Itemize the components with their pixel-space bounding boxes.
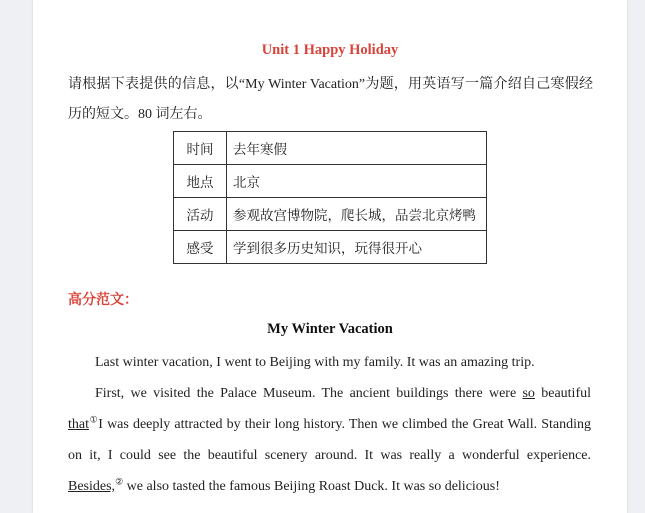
highlight-so: so bbox=[522, 386, 535, 401]
essay-paragraph-2 bbox=[68, 378, 591, 502]
essay-title: My Winter Vacation bbox=[267, 321, 393, 337]
sample-essay-label: 高分范文： bbox=[68, 293, 138, 308]
info-table bbox=[173, 131, 487, 264]
table-value: 北京 bbox=[227, 165, 487, 198]
writing-instruction: 请根据下表提供的信息，以“My Winter Vacation”为题，用英语写一篇介绍自己寒假经历的短文。80 词左右。 bbox=[68, 77, 593, 122]
unit-title: Unit 1 Happy Holiday bbox=[261, 42, 399, 58]
table-value: 参观故宫博物院，爬长城，品尝北京烤鸭 bbox=[227, 198, 487, 231]
highlight-besides: Besides, bbox=[68, 479, 116, 494]
table-key: 感受 bbox=[174, 231, 227, 264]
note-marker-2: ② bbox=[115, 476, 124, 487]
note-marker-1: ① bbox=[89, 414, 99, 425]
table-key: 地点 bbox=[174, 165, 227, 198]
table-row bbox=[174, 198, 487, 231]
document-page bbox=[33, 0, 627, 513]
table-value: 学到很多历史知识，玩得很开心 bbox=[227, 231, 487, 264]
table-row bbox=[174, 231, 487, 264]
highlight-that: that bbox=[68, 417, 89, 432]
table-key: 活动 bbox=[174, 198, 227, 231]
essay-text: I was deeply attracted by their long history. Then we climbed the Great Wall. Standing on it, I could see the beautiful scenery around. It was really a wonderful experience. bbox=[68, 417, 592, 463]
essay-text: we also tasted the famous Beijing Roast Duck. It was so delicious! bbox=[123, 479, 500, 494]
essay-text: First, we visited the Palace Museum. The ancient buildings there were bbox=[95, 386, 523, 401]
essay-body bbox=[68, 347, 591, 502]
table-row bbox=[174, 165, 487, 198]
essay-paragraph-1: Last winter vacation, I went to Beijing with my family. It was an amazing trip. bbox=[95, 355, 535, 370]
table-value: 去年寒假 bbox=[227, 132, 487, 165]
essay-text: beautiful bbox=[534, 386, 591, 401]
table-key: 时间 bbox=[174, 132, 227, 165]
table-row bbox=[174, 132, 487, 165]
